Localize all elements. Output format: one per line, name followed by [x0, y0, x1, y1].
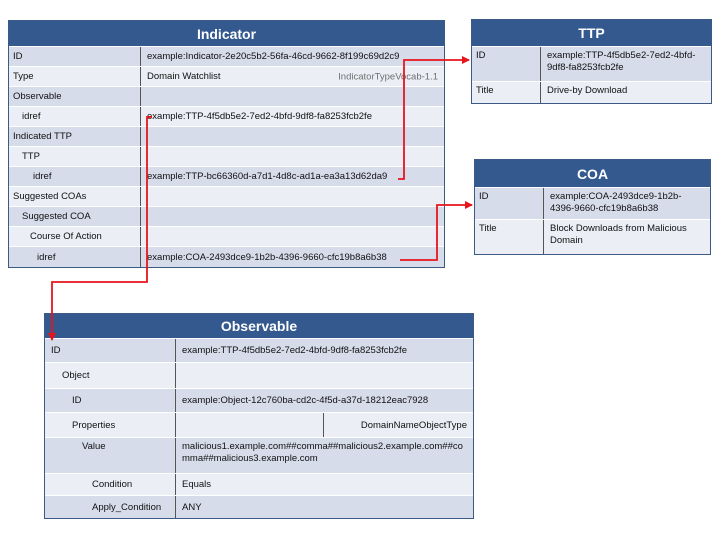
indicator-value-observable — [141, 87, 444, 106]
coa-value-id: example:COA-2493dce9-1b2b-4396-9660-cfc19b8a6b38 — [550, 191, 682, 214]
indicator-label-ttp-idref: idref — [9, 167, 141, 186]
indicator-value-id: example:Indicator-2e20c5b2-56fa-46cd-9662-8f199c69d2c9 — [147, 51, 400, 62]
observable-properties-type: DomainNameObjectType — [323, 413, 473, 437]
observable-row-object-id — [45, 389, 473, 413]
indicator-label-indicated-ttp: Indicated TTP — [9, 127, 141, 146]
observable-label-condition: Condition — [45, 474, 176, 495]
observable-value-object — [176, 363, 473, 388]
indicator-type-cell — [141, 67, 444, 86]
observable-properties-cell — [176, 413, 473, 437]
observable-row-object — [45, 363, 473, 389]
indicator-row-suggested-coas — [9, 187, 444, 207]
indicator-value-suggested-coas — [141, 187, 444, 206]
indicator-row-indicated-ttp — [9, 127, 444, 147]
indicator-value-indicated-ttp — [141, 127, 444, 146]
observable-value-object-id: example:Object-12c760ba-cd2c-4f5d-a37d-18212eac7928 — [182, 395, 429, 406]
observable-row-id — [45, 339, 473, 363]
indicator-label-course-of-action: Course Of Action — [9, 227, 141, 246]
indicator-row-ttp — [9, 147, 444, 167]
indicator-label-type: Type — [9, 67, 141, 86]
observable-label-object: Object — [45, 363, 176, 388]
observable-label-apply-condition: Apply_Condition — [45, 496, 176, 518]
observable-label-object-id: ID — [45, 389, 176, 412]
ttp-label-id: ID — [472, 47, 541, 81]
ttp-row-title — [472, 82, 711, 103]
indicator-row-coa-idref — [9, 247, 444, 267]
observable-value-value: malicious1.example.com##comma##malicious2.example.com##comma##malicious3.example.com — [182, 441, 463, 464]
observable-label-properties: Properties — [45, 413, 176, 437]
observable-title: Observable — [45, 314, 473, 339]
indicator-label-id: ID — [9, 47, 141, 66]
indicator-type-vocab: IndicatorTypeVocab-1.1 — [338, 71, 438, 82]
ttp-title: TTP — [472, 20, 711, 47]
observable-row-value — [45, 438, 473, 474]
indicator-row-course-of-action — [9, 227, 444, 247]
indicator-row-id — [9, 47, 444, 67]
indicator-row-type — [9, 67, 444, 87]
indicator-value-ttp-idref[interactable]: example:TTP-bc66360d-a7d1-4d8c-ad1a-ea3a13d62da9 — [147, 171, 388, 182]
indicator-row-observable — [9, 87, 444, 107]
ttp-table — [471, 19, 712, 104]
observable-row-properties — [45, 413, 473, 438]
observable-label-value: Value — [45, 438, 176, 473]
indicator-value-coa-idref[interactable]: example:COA-2493dce9-1b2b-4396-9660-cfc19b8a6b38 — [147, 251, 387, 263]
indicator-title: Indicator — [9, 21, 444, 47]
indicator-row-suggested-coa — [9, 207, 444, 227]
indicator-label-observable: Observable — [9, 87, 141, 106]
coa-value-title: Block Downloads from Malicious Domain — [550, 223, 687, 246]
indicator-value-course-of-action — [141, 227, 444, 246]
coa-row-title — [475, 220, 710, 254]
ttp-value-title: Drive-by Download — [547, 85, 628, 96]
ttp-label-title: Title — [472, 82, 541, 103]
indicator-row-ttp-idref — [9, 167, 444, 187]
indicator-label-coa-idref: idref — [9, 247, 141, 267]
indicator-label-observable-idref: idref — [9, 107, 141, 126]
indicator-value-ttp — [141, 147, 444, 166]
indicator-row-observable-idref — [9, 107, 444, 127]
observable-row-condition — [45, 474, 473, 496]
observable-value-id: example:TTP-4f5db5e2-7ed2-4bfd-9df8-fa8253fcb2fe — [182, 345, 407, 356]
coa-label-title: Title — [475, 220, 544, 254]
indicator-label-suggested-coas: Suggested COAs — [9, 187, 141, 206]
indicator-label-suggested-coa: Suggested COA — [9, 207, 141, 226]
ttp-row-id — [472, 47, 711, 82]
observable-table — [44, 313, 474, 519]
indicator-label-ttp: TTP — [9, 147, 141, 166]
indicator-table — [8, 20, 445, 268]
observable-row-apply-condition — [45, 496, 473, 518]
observable-label-id: ID — [45, 339, 176, 362]
coa-label-id: ID — [475, 188, 544, 219]
coa-row-id — [475, 188, 710, 220]
indicator-value-type: Domain Watchlist — [147, 71, 221, 82]
coa-table — [474, 159, 711, 255]
indicator-value-observable-idref[interactable]: example:TTP-4f5db5e2-7ed2-4bfd-9df8-fa8253fcb2fe — [147, 111, 372, 122]
ttp-value-id: example:TTP-4f5db5e2-7ed2-4bfd-9df8-fa8253fcb2fe — [547, 50, 696, 73]
coa-title: COA — [475, 160, 710, 188]
observable-value-apply-condition: ANY — [182, 501, 202, 513]
indicator-value-suggested-coa — [141, 207, 444, 226]
observable-value-condition: Equals — [182, 479, 212, 490]
